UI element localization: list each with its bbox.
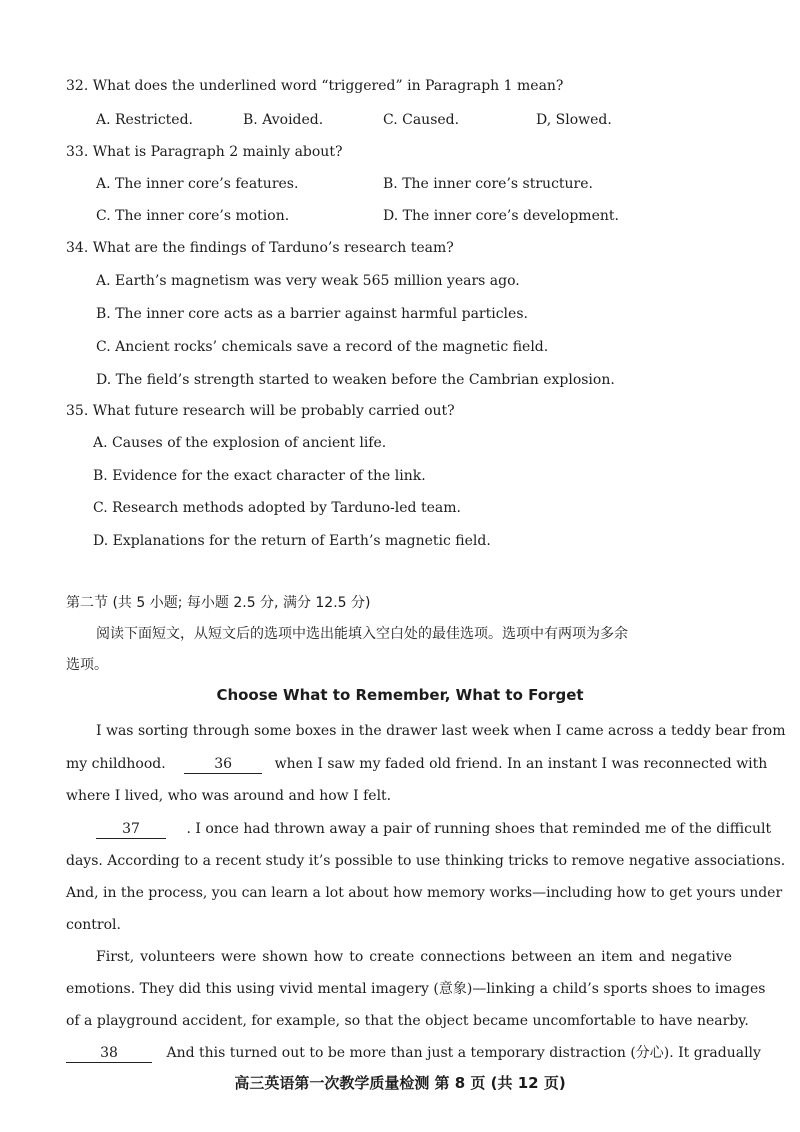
question-32-option-c: C. Caused. <box>383 112 460 128</box>
paragraph-3-line-1 <box>96 948 732 966</box>
paragraph-3-line-3 <box>66 1012 749 1030</box>
blank-36[interactable] <box>184 755 262 774</box>
paragraph-2-line-4: control. <box>66 917 121 933</box>
question-32-option-a: A. Restricted. <box>96 112 193 128</box>
paragraph-2-line-2 <box>66 852 786 870</box>
paragraph-3-line-4-post: And this turned out to be more than just a temporary distraction (分心). It gradually <box>166 1045 761 1061</box>
paragraph-3-line-2-text: emotions. They did this using vivid mental imagery (意象)—linking a child’s sports shoes to images <box>66 981 766 997</box>
paragraph-2-line-1-post: . I once had thrown away a pair of running shoes that reminded me of the difficult <box>186 821 772 837</box>
section-instruction-line-1: 阅读下面短文，从短文后的选项中选出能填入空白处的最佳选项。选项中有两项为多余 <box>96 626 628 642</box>
question-34-option-c: C. Ancient rocks’ chemicals save a record of the magnetic field. <box>96 339 549 355</box>
passage-title: Choose What to Remember, What to Forget <box>216 686 584 704</box>
question-32-stem: 32. What does the underlined word “triggered” in Paragraph 1 mean? <box>66 78 564 94</box>
blank-36-number: 36 <box>214 756 233 772</box>
question-35-option-b: B. Evidence for the exact character of the link. <box>93 468 426 484</box>
question-34-option-d: D. The field’s strength started to weaken before the Cambrian explosion. <box>96 372 615 388</box>
question-33-option-d: D. The inner core’s development. <box>383 208 619 224</box>
paragraph-1-line-2-pre: my childhood. <box>66 756 166 772</box>
question-35-option-d: D. Explanations for the return of Earth’s magnetic field. <box>93 533 491 549</box>
paragraph-2-line-3 <box>66 884 783 902</box>
section-instruction-line-2: 选项。 <box>66 657 108 673</box>
question-33-option-a: A. The inner core’s features. <box>96 176 299 192</box>
page-footer: 高三英语第一次教学质量检测 第 8 页 (共 12 页) <box>234 1074 566 1092</box>
paragraph-3-line-3-text: of a playground accident, for example, so that the object became uncomfortable to have nearby. <box>66 1013 749 1029</box>
blank-37[interactable] <box>96 820 166 839</box>
question-35-option-a: A. Causes of the explosion of ancient life. <box>93 435 387 451</box>
paragraph-1-line-3: where I lived, who was around and how I felt. <box>66 788 392 804</box>
question-34-option-b: B. The inner core acts as a barrier against harmful particles. <box>96 306 528 322</box>
question-33-option-b: B. The inner core’s structure. <box>383 176 593 192</box>
paragraph-2-line-3-text: And, in the process, you can learn a lot about how memory works—including how to get yours under <box>66 885 783 901</box>
question-34-stem: 34. What are the findings of Tarduno’s research team? <box>66 240 454 256</box>
blank-38[interactable] <box>66 1044 152 1063</box>
paragraph-2-line-1 <box>96 820 771 839</box>
question-35-stem: 35. What future research will be probably carried out? <box>66 403 455 419</box>
paragraph-1-line-2 <box>66 755 767 774</box>
question-33-stem: 33. What is Paragraph 2 mainly about? <box>66 144 343 160</box>
paragraph-1-line-1-text: I was sorting through some boxes in the drawer last week when I came across a teddy bear from <box>96 723 786 739</box>
question-33-option-c: C. The inner core’s motion. <box>96 208 290 224</box>
blank-37-number: 37 <box>122 821 140 837</box>
question-32-option-b: B. Avoided. <box>243 112 324 128</box>
blank-38-number: 38 <box>100 1045 118 1061</box>
question-35-option-c: C. Research methods adopted by Tarduno-led team. <box>93 500 461 516</box>
paragraph-3-line-2 <box>66 980 766 998</box>
paragraph-3-line-4 <box>66 1044 761 1063</box>
question-32-option-d: D, Slowed. <box>536 112 612 128</box>
paragraph-1-line-2-post: when I saw my faded old friend. In an instant I was reconnected with <box>274 756 768 772</box>
section-heading: 第二节 (共 5 小题; 每小题 2.5 分, 满分 12.5 分) <box>66 595 371 611</box>
paragraph-3-line-1-text: First, volunteers were shown how to create connections between an item and negative <box>96 949 732 965</box>
question-34-option-a: A. Earth’s magnetism was very weak 565 million years ago. <box>96 273 520 289</box>
paragraph-1-line-1 <box>96 722 786 740</box>
paragraph-2-line-2-text: days. According to a recent study it’s possible to use thinking tricks to remove negative associations. <box>66 853 786 869</box>
